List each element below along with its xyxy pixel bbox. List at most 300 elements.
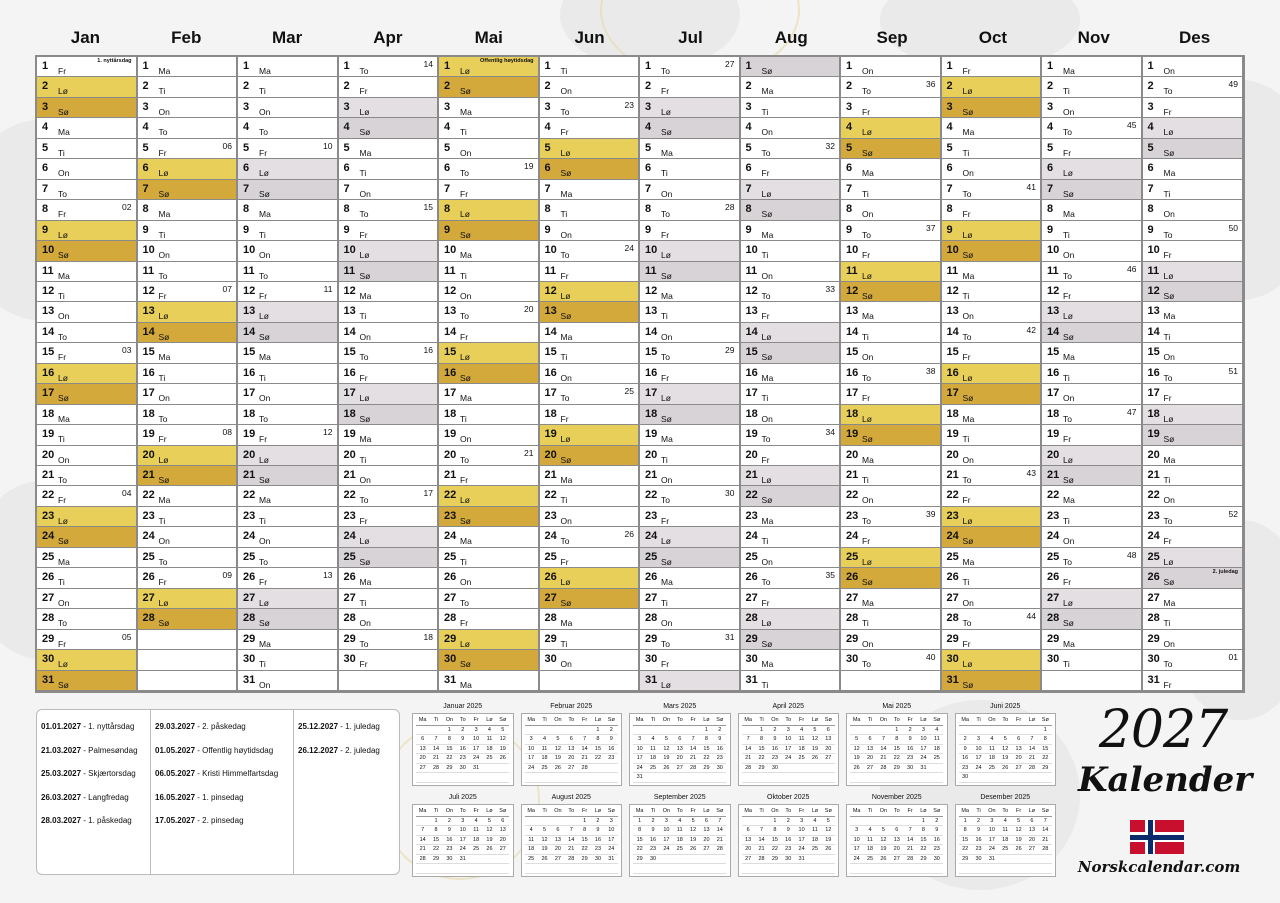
- mini-day: 10: [795, 826, 808, 836]
- day-number: 30: [444, 653, 457, 666]
- day-cell: [439, 466, 539, 486]
- mini-day: 10: [660, 826, 673, 836]
- weekday-label: Ti: [560, 638, 568, 649]
- weekday-label: Ti: [862, 475, 869, 486]
- day-number: 17: [1147, 387, 1160, 400]
- weekday-label: To: [862, 659, 871, 670]
- day-number: 17: [343, 387, 356, 400]
- weekday-label: On: [1063, 536, 1075, 547]
- day-number: 6: [1147, 162, 1154, 175]
- mini-day: 27: [551, 855, 564, 865]
- mini-day: 3: [972, 735, 985, 745]
- day-number: 4: [645, 121, 652, 134]
- weekday-label: On: [259, 250, 271, 261]
- day-cell: [1143, 282, 1244, 302]
- mini-empty: [863, 773, 876, 783]
- mini-empty: [565, 817, 578, 827]
- day-cell: [1042, 262, 1142, 282]
- mini-weekday-header: On: [443, 807, 456, 817]
- mini-day: 21: [903, 845, 916, 855]
- mini-day: 13: [416, 745, 429, 755]
- day-number: 8: [1147, 203, 1154, 216]
- weekday-label: Lø: [460, 495, 470, 506]
- weekday-label: Ma: [158, 209, 171, 220]
- day-number: 24: [444, 530, 457, 543]
- day-number: 1: [946, 60, 953, 72]
- holiday-name: 1. påskedag: [88, 816, 132, 825]
- day-number: 3: [544, 100, 551, 113]
- day-cell: [841, 548, 941, 568]
- weekday-label: Fr: [359, 372, 368, 383]
- mini-weekday-header: Lø: [483, 807, 496, 817]
- mini-day: 10: [633, 745, 646, 755]
- mini-day: 12: [1012, 826, 1025, 836]
- mini-weekday-header: Ma: [959, 716, 972, 726]
- day-cell: [37, 589, 137, 609]
- day-number: 15: [745, 346, 758, 359]
- day-number: 17: [645, 387, 658, 400]
- day-cell: [138, 527, 238, 547]
- mini-day: 6: [551, 826, 564, 836]
- mini-day: 28: [713, 845, 726, 855]
- mini-day: 11: [538, 745, 551, 755]
- mini-weekday-header: Ma: [633, 807, 646, 817]
- mini-weekday-header: Lø: [808, 807, 821, 817]
- mini-empty: [660, 726, 673, 736]
- mini-day: 8: [755, 735, 768, 745]
- day-cell: [1042, 384, 1142, 404]
- mini-day: 14: [877, 745, 890, 755]
- mini-empty: [591, 864, 604, 874]
- day-cell: [339, 221, 439, 241]
- weekday-label: Lø: [259, 454, 269, 465]
- day-number: 14: [946, 325, 959, 338]
- mini-day: 26: [496, 754, 509, 764]
- day-number: 17: [1047, 387, 1060, 400]
- mini-empty: [483, 864, 496, 874]
- weekday-label: To: [560, 106, 570, 117]
- day-number: 15: [846, 346, 859, 359]
- mini-day: 8: [591, 735, 604, 745]
- mini-empty: [917, 773, 930, 783]
- mini-day: 12: [686, 826, 699, 836]
- weekday-label: On: [661, 331, 673, 342]
- weekday-label: Sø: [1163, 434, 1175, 445]
- day-number: 5: [42, 141, 49, 154]
- mini-empty: [850, 817, 863, 827]
- mini-day: 14: [686, 745, 699, 755]
- mini-weekday-header: To: [999, 716, 1012, 726]
- weekday-label: Fr: [259, 577, 268, 588]
- day-cell: [138, 364, 238, 384]
- day-cell: [841, 650, 941, 670]
- week-number: 42: [1026, 324, 1036, 335]
- day-cell: [1143, 323, 1244, 343]
- weekday-label: On: [460, 434, 472, 445]
- mini-day: 13: [890, 836, 903, 846]
- day-cell: [1042, 364, 1142, 384]
- weekday-label: Fr: [1163, 679, 1172, 690]
- weekday-label: Sø: [862, 577, 873, 588]
- weekday-label: Ti: [359, 311, 367, 322]
- mini-weekday-header: Ti: [646, 807, 659, 817]
- day-number: 30: [645, 653, 658, 666]
- weekday-label: Ti: [158, 229, 166, 240]
- week-number: 30: [725, 488, 735, 499]
- month-header-9: Oct: [978, 28, 1008, 47]
- weekday-label: On: [560, 229, 572, 240]
- weekday-label: On: [1063, 106, 1075, 117]
- day-cell: [741, 302, 841, 322]
- day-cell: [640, 323, 740, 343]
- day-number: 16: [846, 366, 859, 379]
- mini-empty: [605, 764, 618, 774]
- mini-empty: [700, 864, 713, 874]
- mini-day: 13: [551, 836, 564, 846]
- mini-weekday-header: Ma: [525, 716, 538, 726]
- day-cell: [640, 302, 740, 322]
- weekday-label: Lø: [1063, 168, 1073, 179]
- mini-empty: [686, 773, 699, 783]
- mini-empty: [673, 726, 686, 736]
- day-number: 31: [42, 673, 55, 686]
- mini-empty: [525, 726, 538, 736]
- day-cell: [1042, 486, 1142, 506]
- mini-weekday-header: Ti: [429, 716, 442, 726]
- mini-day: 23: [591, 845, 604, 855]
- day-cell: [37, 200, 137, 220]
- year-calendar-grid: [35, 55, 1245, 693]
- mini-day: 29: [1039, 764, 1052, 774]
- weekday-label: Fr: [158, 290, 167, 301]
- day-cell: [238, 507, 338, 527]
- week-number: 34: [825, 427, 835, 438]
- day-number: 1: [243, 60, 250, 72]
- weekday-label: Sø: [1063, 475, 1074, 486]
- weekday-label: On: [962, 168, 974, 179]
- day-number: 23: [343, 509, 356, 522]
- day-number: 12: [645, 284, 658, 297]
- day-number: 18: [243, 407, 256, 420]
- day-cell: [238, 343, 338, 363]
- day-cell: [339, 630, 439, 650]
- day-cell: [540, 98, 640, 118]
- day-number: 23: [42, 509, 55, 522]
- day-cell: [942, 671, 1042, 691]
- empty-day-cell: [841, 671, 941, 691]
- mini-day: 30: [972, 855, 985, 865]
- day-number: 24: [1147, 530, 1160, 543]
- day-cell: [1042, 98, 1142, 118]
- day-number: 13: [946, 305, 959, 318]
- day-cell: [138, 548, 238, 568]
- weekday-label: Lø: [460, 209, 470, 220]
- holiday-item: 25.12.2027 - 1. juledag: [298, 722, 380, 731]
- mini-empty: [782, 764, 795, 774]
- mini-day: 13: [673, 745, 686, 755]
- week-number: 26: [624, 529, 634, 540]
- day-number: 13: [1047, 305, 1060, 318]
- weekday-label: Sø: [158, 188, 170, 199]
- mini-empty: [972, 773, 985, 783]
- weekday-label: To: [962, 475, 972, 486]
- day-number: 12: [42, 284, 55, 297]
- mini-day: 18: [985, 754, 998, 764]
- mini-day: 2: [768, 726, 781, 736]
- day-cell: [37, 650, 137, 670]
- day-cell: [942, 118, 1042, 138]
- day-number: 28: [544, 612, 557, 625]
- mini-weekday-header: Ti: [972, 807, 985, 817]
- day-number: 6: [544, 162, 551, 175]
- day-cell: [238, 57, 338, 77]
- day-number: 22: [142, 489, 155, 502]
- mini-day: 3: [917, 726, 930, 736]
- day-number: 16: [42, 366, 55, 379]
- mini-day: 21: [713, 836, 726, 846]
- day-cell: [942, 282, 1042, 302]
- day-cell: [238, 241, 338, 261]
- mini-day: 14: [565, 836, 578, 846]
- month-column-sep: [841, 57, 942, 691]
- mini-empty: [742, 817, 755, 827]
- mini-empty: [877, 864, 890, 874]
- holiday-name: Skjærtorsdag: [88, 769, 136, 778]
- mini-empty: [999, 726, 1012, 736]
- mini-empty: [429, 864, 442, 874]
- mini-day: 31: [605, 855, 618, 865]
- weekday-label: Lø: [560, 290, 571, 301]
- mini-day: 28: [1025, 764, 1038, 774]
- mini-day: 9: [443, 826, 456, 836]
- day-cell: [640, 57, 740, 77]
- day-number: 13: [142, 305, 155, 318]
- mini-day: 26: [822, 845, 835, 855]
- mini-day: 4: [808, 817, 821, 827]
- day-cell: [339, 364, 439, 384]
- weekday-label: Ti: [460, 127, 467, 138]
- mini-day: 14: [416, 836, 429, 846]
- mini-day: 31: [795, 855, 808, 865]
- mini-calendar-title: Mai 2025: [882, 703, 912, 710]
- mini-weekday-header: Ma: [525, 807, 538, 817]
- mini-day: 1: [959, 817, 972, 827]
- mini-weekday-header: Sø: [496, 716, 509, 726]
- mini-weekday-header: Fr: [1012, 716, 1025, 726]
- day-cell: [841, 118, 941, 138]
- weekday-label: Ma: [862, 454, 874, 465]
- day-cell: [540, 425, 640, 445]
- day-cell: [37, 98, 137, 118]
- day-number: 27: [142, 591, 155, 604]
- day-cell: [540, 77, 640, 97]
- weekday-label: Ti: [761, 393, 769, 404]
- mini-day: 19: [496, 745, 509, 755]
- day-number: 12: [846, 284, 859, 297]
- mini-empty: [686, 864, 699, 874]
- day-cell: [439, 57, 539, 77]
- mini-empty: [496, 864, 509, 874]
- mini-day: 15: [959, 836, 972, 846]
- mini-day: 30: [768, 764, 781, 774]
- day-number: 10: [243, 244, 256, 257]
- weekday-label: To: [862, 515, 871, 526]
- week-number: 10: [323, 140, 333, 151]
- mini-empty: [525, 773, 538, 783]
- weekday-label: To: [761, 577, 771, 588]
- mini-day: 7: [742, 735, 755, 745]
- day-number: 12: [343, 284, 356, 297]
- mini-day: 2: [591, 817, 604, 827]
- day-number: 11: [645, 264, 657, 277]
- weekday-label: Fr: [962, 352, 971, 363]
- day-number: 10: [745, 244, 758, 257]
- day-cell: [238, 446, 338, 466]
- day-number: 28: [343, 612, 356, 625]
- day-number: 27: [846, 591, 859, 604]
- day-cell: [339, 548, 439, 568]
- day-number: 11: [42, 264, 54, 277]
- mini-day: 6: [890, 826, 903, 836]
- day-cell: [841, 221, 941, 241]
- mini-empty: [660, 773, 673, 783]
- weekday-label: On: [661, 188, 673, 199]
- mini-weekday-header: To: [673, 716, 686, 726]
- mini-day: 25: [538, 764, 551, 774]
- weekday-label: Sø: [58, 393, 69, 404]
- day-cell: [1143, 671, 1244, 691]
- day-number: 18: [645, 407, 658, 420]
- day-cell: [1143, 221, 1244, 241]
- day-cell: [439, 671, 539, 691]
- day-number: 8: [645, 203, 652, 216]
- day-cell: [841, 466, 941, 486]
- mini-day: 3: [605, 817, 618, 827]
- weekday-label: Sø: [962, 250, 974, 261]
- mini-day: 12: [496, 735, 509, 745]
- mini-day: 9: [930, 826, 943, 836]
- day-number: 16: [645, 366, 658, 379]
- day-number: 13: [444, 305, 457, 318]
- day-number: 29: [343, 632, 356, 645]
- weekday-label: Ti: [1063, 86, 1070, 97]
- mini-empty: [850, 864, 863, 874]
- day-number: 18: [42, 407, 55, 420]
- day-number: 2: [1047, 80, 1054, 93]
- holiday-item: 01.05.2027 - Offentlig høytidsdag: [155, 745, 274, 755]
- mini-day: 26: [808, 754, 821, 764]
- mini-day: 16: [646, 836, 659, 846]
- day-cell: [439, 568, 539, 588]
- mini-day: 21: [742, 754, 755, 764]
- day-cell: [640, 486, 740, 506]
- weekday-label: To: [1163, 659, 1173, 670]
- weekday-label: Lø: [58, 659, 68, 670]
- weekday-label: To: [58, 331, 67, 342]
- mini-day: 15: [591, 745, 604, 755]
- mini-weekday-header: Ti: [538, 807, 551, 817]
- weekday-label: On: [58, 168, 70, 179]
- weekday-label: On: [1063, 250, 1075, 261]
- day-number: 26: [444, 571, 457, 584]
- mini-day: 22: [591, 754, 604, 764]
- week-number: 09: [222, 570, 232, 581]
- week-number: 19: [524, 161, 534, 172]
- day-number: 27: [444, 591, 457, 604]
- day-cell: [841, 568, 941, 588]
- mini-day: 5: [850, 735, 863, 745]
- day-number: 29: [946, 632, 959, 645]
- mini-day: 20: [742, 845, 755, 855]
- day-number: 2: [243, 80, 250, 93]
- day-number: 27: [645, 591, 658, 604]
- day-cell: [841, 57, 941, 77]
- day-number: 8: [243, 203, 250, 216]
- day-cell: [238, 609, 338, 629]
- day-number: 10: [645, 244, 658, 257]
- mini-day: 25: [673, 845, 686, 855]
- week-number: 51: [1228, 365, 1238, 376]
- mini-day: 31: [469, 764, 482, 774]
- mini-weekday-header: Lø: [917, 807, 930, 817]
- day-number: 6: [1047, 162, 1054, 175]
- day-number: 6: [42, 162, 49, 175]
- mini-weekday-header: On: [877, 807, 890, 817]
- day-cell: [238, 405, 338, 425]
- day-cell: [138, 384, 238, 404]
- day-cell: [942, 139, 1042, 159]
- weekday-label: On: [460, 147, 472, 158]
- day-cell: [37, 466, 137, 486]
- day-number: 15: [142, 346, 155, 359]
- weekday-label: To: [58, 618, 67, 629]
- weekday-label: Lø: [58, 229, 68, 240]
- weekday-label: On: [862, 352, 874, 363]
- mini-day: 25: [483, 754, 496, 764]
- weekday-label: To: [862, 86, 871, 97]
- mini-day: 7: [877, 735, 890, 745]
- day-number: 21: [544, 469, 557, 482]
- day-cell: [138, 139, 238, 159]
- day-number: 13: [1147, 305, 1160, 318]
- day-number: 7: [645, 182, 652, 195]
- weekday-label: Ma: [761, 372, 774, 383]
- day-cell: [540, 384, 640, 404]
- mini-calendar: [521, 701, 623, 786]
- weekday-label: To: [259, 127, 268, 138]
- day-cell: [741, 405, 841, 425]
- day-number: 24: [343, 530, 356, 543]
- day-number: 20: [846, 448, 859, 461]
- mini-weekday-header: Lø: [1025, 807, 1038, 817]
- mini-day: 29: [959, 855, 972, 865]
- week-number: 14: [423, 59, 433, 69]
- day-cell: [37, 262, 137, 282]
- weekday-label: Fr: [460, 475, 469, 486]
- weekday-label: Lø: [359, 536, 370, 547]
- mini-day: 31: [985, 855, 998, 865]
- weekday-label: Fr: [1163, 536, 1172, 547]
- day-number: 22: [745, 489, 758, 502]
- day-cell: [339, 98, 439, 118]
- weekday-label: Sø: [460, 372, 471, 383]
- weekday-label: Lø: [560, 577, 571, 588]
- day-number: 20: [946, 448, 959, 461]
- week-number: 39: [926, 508, 936, 519]
- day-number: 1: [645, 60, 652, 72]
- day-number: 19: [243, 428, 256, 441]
- day-cell: [1143, 466, 1244, 486]
